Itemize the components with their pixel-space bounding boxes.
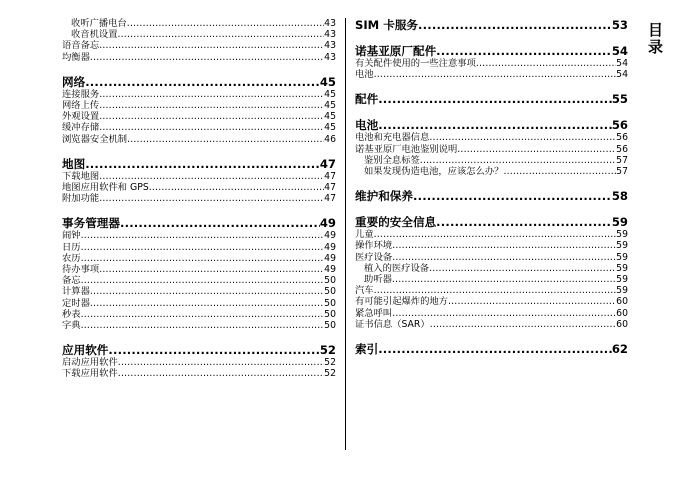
toc-entry-title: 电池和充电器信息	[355, 132, 430, 144]
toc-dot-leader	[85, 157, 320, 171]
toc-page-number: 49	[324, 230, 336, 242]
toc-entry[interactable]	[62, 40, 336, 51]
toc-dot-leader	[429, 132, 616, 143]
toc-entry-title: 儿童	[355, 229, 374, 241]
toc-page-number: 59	[616, 251, 628, 263]
toc-entry-title: 待办事项	[62, 264, 100, 276]
toc-dot-leader	[99, 89, 324, 100]
toc-entry[interactable]	[355, 296, 628, 307]
toc-dot-leader	[81, 309, 325, 320]
toc-page-number: 58	[611, 189, 628, 204]
toc-entry-title: 配件	[355, 92, 379, 107]
toc-dot-leader	[85, 75, 320, 89]
toc-entry[interactable]	[62, 230, 336, 241]
toc-entry-title: 启动应用软件	[62, 357, 118, 369]
toc-entry-title: 字典	[62, 320, 81, 332]
toc-dot-leader	[90, 52, 324, 63]
toc-entry[interactable]	[355, 166, 628, 177]
toc-entry[interactable]	[355, 240, 628, 251]
toc-entry-title: 有关配件使用的一些注意事项	[355, 58, 476, 69]
toc-entry-title: 浏览器安全机制	[62, 133, 128, 145]
section-gap	[62, 204, 336, 216]
toc-entry[interactable]	[355, 229, 628, 240]
toc-entry-title: 重要的安全信息	[355, 215, 437, 230]
toc-page-number: 59	[616, 262, 628, 274]
toc-entry[interactable]	[62, 193, 336, 204]
toc-page-number: 43	[324, 18, 336, 29]
section-gap	[355, 80, 628, 92]
toc-dot-leader	[392, 252, 616, 263]
toc-section-heading[interactable]	[62, 343, 336, 357]
section-gap	[62, 63, 336, 75]
toc-entry-title: 医疗设备	[355, 251, 393, 263]
toc-page-number: 50	[324, 308, 336, 320]
toc-dot-leader	[108, 343, 319, 357]
toc-dot-leader	[81, 242, 325, 253]
toc-entry[interactable]	[62, 134, 336, 145]
toc-section-heading[interactable]	[62, 157, 336, 171]
toc-page-number: 50	[324, 286, 336, 298]
toc-dot-leader	[99, 193, 324, 204]
toc-section-heading[interactable]	[355, 118, 628, 132]
toc-dot-leader	[378, 118, 612, 132]
toc-page-number: 60	[616, 296, 628, 308]
toc-page-number: 54	[616, 69, 628, 81]
toc-entry-title: 有可能引起爆炸的地方	[355, 296, 448, 308]
toc-entry-title: 紧急呼叫	[355, 307, 393, 319]
toc-page-number: 45	[324, 100, 336, 112]
section-gap	[62, 331, 336, 343]
toc-entry[interactable]	[355, 274, 628, 285]
toc-page-number: 46	[324, 133, 336, 145]
toc-page-number: 45	[324, 122, 336, 134]
toc-entry-title: 助听器	[364, 274, 392, 286]
toc-entry-title: 如果发现伪造电池，应该怎么办？	[364, 166, 504, 178]
toc-page-number: 43	[324, 51, 336, 63]
side-title: 目录	[646, 22, 664, 56]
toc-section-heading[interactable]	[62, 75, 336, 89]
toc-dot-leader	[99, 171, 324, 182]
toc-section-heading[interactable]	[62, 216, 336, 230]
toc-entry[interactable]	[62, 122, 336, 133]
toc-right-column	[355, 18, 628, 356]
toc-dot-leader	[99, 264, 324, 275]
toc-page-number: 60	[616, 307, 628, 319]
toc-page-number: 59	[616, 285, 628, 297]
toc-dot-leader	[99, 111, 324, 122]
section-gap	[355, 203, 628, 215]
toc-dot-leader	[118, 368, 324, 379]
toc-page-number: 49	[324, 264, 336, 276]
toc-dot-leader	[430, 319, 616, 330]
toc-entry[interactable]	[355, 319, 628, 330]
toc-entry[interactable]	[62, 368, 336, 379]
toc-section-heading[interactable]	[355, 189, 628, 203]
toc-page-number: 52	[319, 343, 336, 358]
toc-page-number: 59	[616, 274, 628, 286]
toc-dot-leader	[99, 100, 324, 111]
toc-entry[interactable]	[62, 298, 336, 309]
toc-dot-leader	[90, 286, 324, 297]
toc-entry[interactable]	[62, 253, 336, 264]
toc-entry-title: 农历	[62, 252, 81, 264]
toc-entry-title: 下载地图	[62, 170, 100, 182]
toc-dot-leader	[392, 308, 616, 319]
toc-entry-title: 植入的医疗设备	[364, 262, 430, 274]
toc-page-number: 55	[611, 92, 628, 107]
toc-page-number: 57	[616, 154, 628, 166]
toc-entry-title: 均衡器	[62, 51, 90, 63]
section-gap	[355, 32, 628, 44]
toc-entry-title: 外观设置	[62, 111, 100, 123]
toc-dot-leader	[99, 40, 324, 51]
toc-entry[interactable]	[355, 69, 628, 80]
toc-dot-leader	[99, 122, 324, 133]
toc-entry-title: 诺基亚原厂电池鉴别说明	[355, 143, 458, 155]
toc-dot-leader	[118, 357, 324, 368]
toc-entry-title: 电池	[355, 118, 379, 133]
toc-dot-leader	[378, 342, 612, 356]
toc-entry-title: 索引	[355, 342, 379, 357]
toc-page-number: 47	[324, 170, 336, 182]
toc-section-heading[interactable]	[355, 215, 628, 229]
toc-entry[interactable]	[62, 52, 336, 63]
toc-page-number: 47	[324, 193, 336, 205]
section-gap	[355, 177, 628, 189]
toc-entry[interactable]	[355, 155, 628, 166]
toc-page-number: 52	[324, 357, 336, 369]
toc-entry-title: 秒表	[62, 308, 81, 320]
section-gap	[355, 330, 628, 342]
toc-entry[interactable]	[355, 263, 628, 274]
toc-entry[interactable]	[62, 182, 336, 193]
toc-entry-title: 应用软件	[62, 343, 109, 358]
toc-page-number: 45	[319, 74, 336, 89]
toc-page-number: 49	[319, 216, 336, 231]
toc-section-heading[interactable]	[355, 92, 628, 106]
toc-entry-title: 汽车	[355, 285, 374, 297]
toc-dot-leader	[392, 240, 616, 251]
toc-entry[interactable]	[62, 89, 336, 100]
toc-page-number: 47	[319, 156, 336, 171]
toc-entry-title: 维护和保养	[355, 189, 413, 204]
toc-page-number: 56	[616, 132, 628, 144]
toc-dot-leader	[436, 44, 612, 58]
toc-dot-leader	[120, 216, 320, 230]
toc-entry[interactable]	[355, 144, 628, 155]
toc-dot-leader	[374, 229, 617, 240]
toc-dot-leader	[127, 134, 324, 145]
toc-entry[interactable]	[62, 357, 336, 368]
toc-page-number: 50	[324, 320, 336, 332]
toc-entry[interactable]	[62, 286, 336, 297]
toc-page-number: 45	[324, 88, 336, 100]
toc-entry[interactable]	[62, 18, 336, 29]
toc-dot-leader	[448, 296, 616, 307]
toc-dot-leader	[392, 274, 616, 285]
toc-entry-title: 诺基亚原厂配件	[355, 44, 437, 58]
toc-page-number: 56	[616, 143, 628, 155]
toc-entry-title: 操作环境	[355, 240, 393, 252]
toc-page-number: 50	[324, 297, 336, 309]
toc-entry-title: 附加功能	[62, 193, 100, 205]
toc-page-number: 59	[616, 229, 628, 241]
toc-dot-leader	[90, 298, 324, 309]
toc-entry-title: 地图应用软件和 GPS	[62, 182, 149, 194]
toc-page-number: 62	[611, 342, 628, 357]
toc-entry[interactable]	[62, 29, 336, 40]
toc-section-heading[interactable]	[355, 44, 628, 58]
toc-entry-title: 闹钟	[62, 230, 81, 242]
toc-dot-leader	[127, 18, 324, 29]
toc-entry[interactable]	[355, 132, 628, 143]
toc-entry-title: 收音机设置	[71, 29, 118, 41]
toc-entry-title: 地图	[62, 156, 86, 171]
toc-page-number: 53	[611, 18, 628, 32]
toc-dot-leader	[429, 263, 616, 274]
toc-left-column	[62, 18, 336, 380]
toc-entry-title: 下载应用软件	[62, 368, 118, 380]
toc-dot-leader	[149, 182, 324, 193]
toc-entry[interactable]	[355, 308, 628, 319]
toc-entry[interactable]	[355, 285, 628, 296]
section-gap	[62, 145, 336, 157]
toc-entry-title: 计算器	[62, 286, 90, 298]
toc-page-number: 45	[324, 111, 336, 123]
toc-page-number: 49	[324, 252, 336, 264]
toc-page-number: 54	[616, 58, 628, 69]
toc-page-number: 49	[324, 241, 336, 253]
toc-page-number: 59	[616, 240, 628, 252]
toc-page-number: 50	[324, 275, 336, 287]
toc-entry-title: 电池	[355, 69, 374, 81]
toc-dot-leader	[457, 144, 616, 155]
toc-section-heading[interactable]	[355, 342, 628, 356]
toc-entry-title: 事务管理器	[62, 216, 120, 231]
toc-page-number: 43	[324, 40, 336, 52]
toc-page-number: 60	[616, 318, 628, 330]
toc-dot-leader	[374, 69, 617, 80]
toc-entry[interactable]	[355, 252, 628, 263]
toc-dot-leader	[81, 275, 325, 286]
toc-dot-leader	[81, 230, 325, 241]
toc-entry-title: 备忘	[62, 275, 81, 287]
toc-section-heading[interactable]	[355, 18, 628, 32]
toc-dot-leader	[118, 29, 325, 40]
toc-page-number: 56	[611, 118, 628, 133]
toc-entry-title: 证书信息（SAR）	[355, 318, 430, 330]
toc-entry-title: 定时器	[62, 297, 90, 309]
toc-entry[interactable]	[62, 171, 336, 182]
toc-entry[interactable]	[62, 111, 336, 122]
toc-entry-title: 网络	[62, 74, 86, 89]
toc-entry-title: 语音备忘	[62, 40, 100, 52]
toc-entry[interactable]	[62, 264, 336, 275]
toc-dot-leader	[476, 58, 616, 69]
toc-entry[interactable]	[62, 100, 336, 111]
toc-entry-title: SIM 卡服务	[355, 18, 419, 32]
toc-entry[interactable]	[62, 309, 336, 320]
toc-dot-leader	[378, 92, 612, 106]
toc-entry-title: 鉴别全息标签	[364, 154, 420, 166]
toc-page-number: 52	[324, 368, 336, 380]
toc-page-number: 57	[616, 166, 628, 178]
toc-page-number: 59	[611, 215, 628, 230]
toc-entry[interactable]	[355, 58, 628, 69]
toc-dot-leader	[81, 320, 325, 331]
toc-dot-leader	[81, 253, 325, 264]
toc-dot-leader	[418, 18, 612, 32]
column-divider	[345, 18, 346, 450]
toc-dot-leader	[374, 285, 617, 296]
toc-dot-leader	[503, 166, 616, 177]
toc-page-number: 47	[324, 182, 336, 194]
toc-entry[interactable]	[62, 320, 336, 331]
toc-entry-title: 收听广播电台	[71, 18, 127, 29]
toc-page-number: 43	[324, 29, 336, 41]
toc-entry-title: 缓冲存储	[62, 122, 100, 134]
toc-dot-leader	[413, 189, 612, 203]
toc-entry-title: 连接服务	[62, 88, 100, 100]
toc-entry-title: 网络上传	[62, 100, 100, 112]
toc-dot-leader	[436, 215, 612, 229]
toc-entry[interactable]	[62, 242, 336, 253]
toc-entry[interactable]	[62, 275, 336, 286]
toc-dot-leader	[420, 155, 616, 166]
toc-page-number: 54	[611, 44, 628, 58]
section-gap	[355, 106, 628, 118]
toc-entry-title: 日历	[62, 241, 81, 253]
